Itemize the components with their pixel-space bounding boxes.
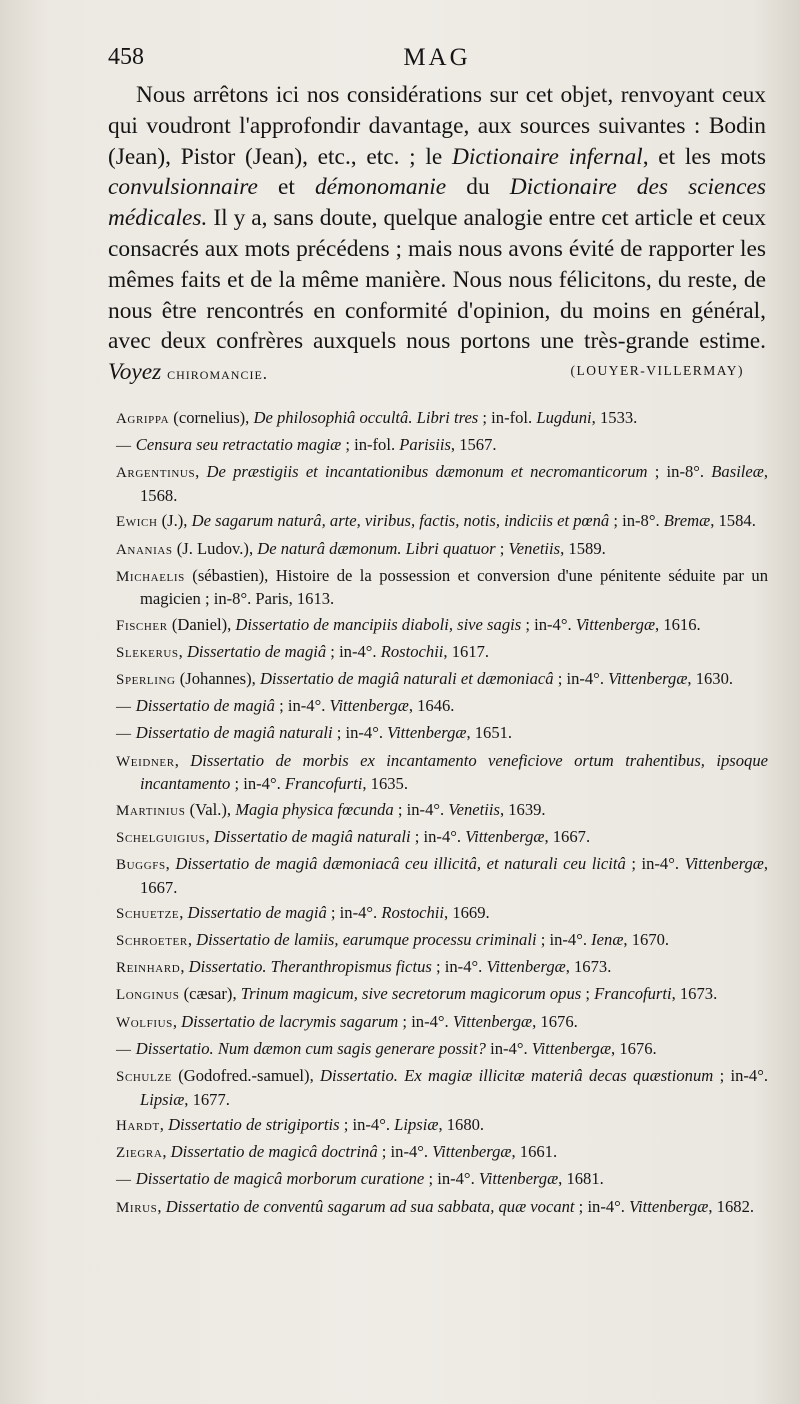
text-segment: , et les mots <box>642 143 766 170</box>
entry-year: , 1667. <box>140 853 768 897</box>
entry-place: Vittenbergæ <box>478 1169 559 1189</box>
italic-term: démonomanie <box>314 174 447 201</box>
entry-year: , 1670. <box>623 930 670 950</box>
entry-place: Francofurti <box>284 774 363 794</box>
entry-year: , 1651. <box>466 723 513 743</box>
text-segment: Nous arrêtons ici nos considérations sur cet objet, renvoyant ceux qui voudront l'approfondir davantage, aux sources suivantes : Bodin (Jean), Pistor (Jean), etc., etc. ; le <box>108 82 766 170</box>
entry-year: , 1617. <box>443 641 490 661</box>
entry-place: Rostochii <box>381 902 445 922</box>
entry-format: ; in-4°. <box>326 902 382 922</box>
entry-format: ; in-4°. <box>424 1169 479 1189</box>
entry-format: ; in-4°. <box>393 799 449 819</box>
entry-work-title: Dissertatio de magiâ naturali et dæmoniacâ <box>259 669 554 689</box>
entry-year: , 1616. <box>655 614 701 634</box>
entry-text: , <box>178 641 187 661</box>
entry-place: Vittenbergæ <box>575 614 656 634</box>
entry-work-title: Dissertatio de conventû sagarum ad sua sabbata, quæ vocant <box>165 1196 575 1216</box>
text-segment: et <box>257 174 315 201</box>
entry-text: (Godofred.-samuel), <box>171 1066 321 1086</box>
entry-author: Fischer <box>116 617 168 634</box>
bibliography-entry <box>116 956 768 980</box>
entry-year: , 1567. <box>450 435 497 455</box>
bibliography-entry <box>116 983 768 1007</box>
entry-year: , 1677. <box>184 1089 230 1109</box>
entry-work-title: Dissertatio. Num dæmon cum sagis generare possit? <box>135 1038 486 1058</box>
bibliography-entry <box>116 1011 768 1035</box>
entry-work-title: Dissertatio de lacrymis sagarum <box>181 1011 399 1031</box>
bibliography-entry <box>116 902 768 926</box>
entry-place: Bremæ <box>663 511 711 531</box>
entry-format: ; in-fol. <box>341 435 400 455</box>
entry-format: in-4°. <box>485 1038 532 1058</box>
entry-author: Martinius <box>116 802 186 819</box>
entry-author: Slekerus <box>116 644 179 661</box>
entry-year: , 1630. <box>687 669 734 689</box>
entry-work-title: Dissertatio. Ex magiæ illicitæ materiâ decas quæstionum <box>320 1066 714 1086</box>
entry-year: , 1682. <box>708 1196 755 1216</box>
entry-format: ; in-4°. <box>332 723 388 743</box>
entry-format: ; in-4°. <box>431 957 487 977</box>
entry-format: ; in-4°. <box>274 696 330 716</box>
entry-text: , <box>187 930 197 950</box>
entry-work-title: Dissertatio de strigiportis <box>168 1114 340 1134</box>
entry-author: Ananias <box>116 541 173 558</box>
entry-place: Lugduni <box>536 408 592 427</box>
entry-place: Vittenbergæ <box>432 1142 512 1162</box>
bibliography-entry <box>116 668 768 692</box>
entry-author: Michaelis <box>116 568 185 585</box>
bibliography-entry <box>116 722 768 746</box>
entry-format: ; in-4°. <box>521 614 576 634</box>
entry-work-title: Dissertatio. Theranthropismus fictus <box>188 957 432 977</box>
page-number: 458 <box>108 44 144 70</box>
entry-work-title: Dissertatio de magiâ <box>186 641 327 661</box>
entry-year: , 1568. <box>140 462 768 506</box>
entry-work-title: De sagarum naturâ, arte, viribus, factis, notis, indiciis et pœnâ <box>191 511 610 531</box>
bibliography-entry <box>116 1114 768 1138</box>
entry-work-title: Dissertatio de magiâ <box>187 902 327 922</box>
entry-year: , 1681. <box>558 1169 604 1189</box>
bibliography-entry <box>116 641 768 665</box>
entry-format: ; in-4°. <box>713 1066 769 1086</box>
entry-author: Ziegra <box>116 1145 163 1162</box>
bibliography-entry <box>116 434 768 458</box>
italic-title: Dictionaire des sciences médicales. <box>108 174 766 232</box>
entry-text: , <box>159 1114 169 1134</box>
entry-work-title: Dissertatio de mancipiis diaboli, sive sagis <box>235 614 522 634</box>
entry-author: Ewich <box>116 514 158 531</box>
entry-text: , <box>165 853 176 873</box>
entry-place: Vittenbergæ <box>684 853 764 873</box>
entry-place: Vittenbergæ <box>531 1038 612 1058</box>
entry-work-title: Dissertatio de magiâ dæmoniacâ ceu illicitâ, et naturali ceu licitâ <box>175 853 626 873</box>
entry-year: , 1584. <box>710 511 756 531</box>
entry-format: ; in-4°. <box>410 826 466 846</box>
entry-author: Reinhard <box>116 960 181 977</box>
entry-author: Sperling <box>116 672 176 689</box>
entry-author: — <box>116 1172 132 1189</box>
running-head: MAG <box>403 44 471 71</box>
entry-author: Agrippa <box>116 411 170 427</box>
entry-place: Venetiis <box>508 538 561 558</box>
entry-work-title: De philosophiâ occultâ. Libri tres <box>253 408 479 427</box>
entry-work-title: Dissertatio de magiâ <box>135 696 275 716</box>
entry-text: (Daniel), <box>167 614 236 634</box>
entry-text: , <box>179 902 188 922</box>
entry-text: , <box>195 462 207 482</box>
entry-year: , 1639. <box>499 799 546 819</box>
entry-work-title: De naturâ dæmonum. Libri quatuor <box>257 538 496 558</box>
entry-author: Hardt <box>116 1117 160 1134</box>
entry-work-title: Dissertatio de magiâ naturali <box>135 723 333 743</box>
entry-format: ; in-fol. <box>478 408 537 427</box>
entry-year: , 1673. <box>565 957 612 977</box>
entry-format: ; in-4°. <box>339 1114 395 1134</box>
cross-reference: chiromancie. <box>167 364 269 384</box>
bibliography-entry <box>116 510 768 534</box>
entry-year: , 1667. <box>544 826 591 846</box>
author-signature: (LOUYER-VILLERMAY) <box>570 363 744 378</box>
closing-paragraph <box>108 80 766 390</box>
entry-place: Parisiis <box>399 435 451 455</box>
entry-text: (sébastien), Histoire de la possession et conversion d'une pénitente séduite par un magicien ; in-8°. Paris, 1613. <box>140 565 768 609</box>
entry-author: Argentinus <box>116 465 196 482</box>
entry-author: Weidner <box>116 753 175 770</box>
italic-term: convulsionnaire <box>108 174 258 201</box>
entry-format: ; in-8°. <box>609 511 664 531</box>
entry-place: Lipsiæ <box>140 1089 185 1109</box>
entry-place: Vittenbergæ <box>387 723 467 743</box>
bibliography-entry <box>116 695 768 719</box>
entry-place: Vittenbergæ <box>452 1011 533 1031</box>
entry-place: Venetiis <box>448 799 500 819</box>
entry-work-title: Dissertatio de magicâ morborum curatione <box>135 1169 425 1189</box>
entry-year: , 1646. <box>408 696 455 716</box>
entry-author: Schulze <box>116 1069 172 1086</box>
entry-text: (cæsar), <box>179 984 241 1004</box>
entry-author: Buggfs <box>116 856 166 873</box>
bibliography-entry <box>116 1038 768 1062</box>
bibliography-entry <box>116 750 768 795</box>
entry-format: ; in-4°. <box>574 1196 630 1216</box>
entry-text: , <box>174 750 191 770</box>
bibliography-entry <box>116 1168 768 1192</box>
entry-format: ; in-4°. <box>326 641 381 661</box>
entry-text: (Val.), <box>185 799 236 819</box>
entry-author: Schuetze <box>116 905 180 922</box>
entry-format: ; in-4°. <box>377 1142 433 1162</box>
bibliography-entry <box>116 799 768 823</box>
entry-text: , <box>157 1196 166 1216</box>
entry-format: ; in-4°. <box>625 853 685 873</box>
entry-author: — <box>116 438 132 455</box>
entry-format: ; in-4°. <box>536 930 592 950</box>
entry-text: (cornelius), <box>169 408 254 427</box>
entry-year: , 1635. <box>362 774 408 794</box>
bibliography-entry <box>116 461 768 506</box>
entry-year: , 1676. <box>611 1038 657 1058</box>
entry-work-title: Dissertatio de magicâ doctrinâ <box>170 1142 378 1162</box>
bibliography-entry <box>116 1141 768 1165</box>
entry-place: Vittenbergæ <box>608 669 688 689</box>
entry-work-title: Dissertatio de lamiis, earumque processu criminali <box>196 930 537 950</box>
entry-format: ; in-4°. <box>398 1011 453 1031</box>
entry-year: , 1589. <box>560 538 606 558</box>
entry-format: ; in-4°. <box>230 774 285 794</box>
entry-year: , 1669. <box>444 902 490 922</box>
entry-author: — <box>116 726 132 743</box>
entry-author: Wolfius <box>116 1014 173 1031</box>
entry-author: — <box>116 699 132 716</box>
entry-author: — <box>116 1041 132 1058</box>
entry-work-title: De præstigiis et incantationibus dæmonum et necromanticorum <box>206 462 648 482</box>
bibliography-entry <box>116 1065 768 1110</box>
entry-author: Schelguigius <box>116 829 206 846</box>
entry-format: ; in-8°. <box>647 462 712 482</box>
entry-text: , <box>205 826 214 846</box>
entry-author: Longinus <box>116 987 180 1004</box>
entry-author: Mirus <box>116 1199 158 1216</box>
entry-author: Schroeter <box>116 933 188 950</box>
entry-text: , <box>162 1142 171 1162</box>
entry-format: ; in-4°. <box>553 669 609 689</box>
entry-work-title: Dissertatio de morbis ex incantamento veneficiove ortum trahentibus, ipsoque incantamento <box>140 750 769 794</box>
entry-work-title: Censura seu retractatio magiæ <box>135 435 342 455</box>
bibliography-entry <box>116 538 768 562</box>
bibliography-entry <box>116 853 768 898</box>
entry-year: , 1533. <box>591 408 638 427</box>
entry-work-title: Magia physica fœcunda <box>235 799 394 819</box>
entry-year: , 1680. <box>438 1114 485 1134</box>
entry-place: Lipsiæ <box>394 1114 439 1134</box>
entry-year: , 1676. <box>532 1011 578 1031</box>
bibliography-list <box>116 407 768 1223</box>
entry-text: (J.), <box>157 511 192 531</box>
bibliography-entry <box>116 1196 768 1220</box>
entry-place: Vittenbergæ <box>486 957 566 977</box>
entry-text: , <box>172 1011 182 1031</box>
text-segment: Il y a, sans doute, quelque analogie entre cet article et ceux consacrés aux mots précédens ; mais nous avons évité de rapporter les mêmes faits et de la même manière. Nous nous félicitons, du reste, de nous être rencontrés en conformité d'opinion, du moins en général, avec deux confrères auxquels nous portons une très-grande estime. <box>108 205 766 355</box>
bibliography-entry <box>116 407 768 431</box>
article-text <box>108 80 766 390</box>
page-header <box>108 44 766 78</box>
entry-place: Rostochii <box>380 641 444 661</box>
entry-year: , 1661. <box>511 1142 558 1162</box>
entry-place: Vittenbergæ <box>629 1196 709 1216</box>
bibliography-entry <box>116 826 768 850</box>
bibliography-entry <box>116 929 768 953</box>
entry-work-title: Dissertatio de magiâ naturali <box>213 826 411 846</box>
text-segment: du <box>446 174 510 201</box>
entry-text: , <box>180 957 189 977</box>
italic-title: Dictionaire infernal <box>451 143 643 170</box>
entry-format: ; <box>581 984 595 1004</box>
entry-place: Vittenbergæ <box>465 826 545 846</box>
entry-format: ; <box>495 538 509 558</box>
entry-place: Francofurti <box>594 984 672 1004</box>
entry-place: Basileæ <box>711 462 764 482</box>
voyez-label: Voyez <box>108 359 162 386</box>
entry-year: , 1673. <box>671 984 718 1004</box>
bibliography-entry <box>116 614 768 638</box>
bibliography-entry <box>116 565 768 610</box>
entry-place: Ienæ <box>591 930 624 950</box>
entry-place: Vittenbergæ <box>329 696 409 716</box>
entry-text: (Johannes), <box>175 669 260 689</box>
entry-text: (J. Ludov.), <box>172 538 258 558</box>
entry-work-title: Trinum magicum, sive secretorum magicorum opus <box>240 984 582 1004</box>
